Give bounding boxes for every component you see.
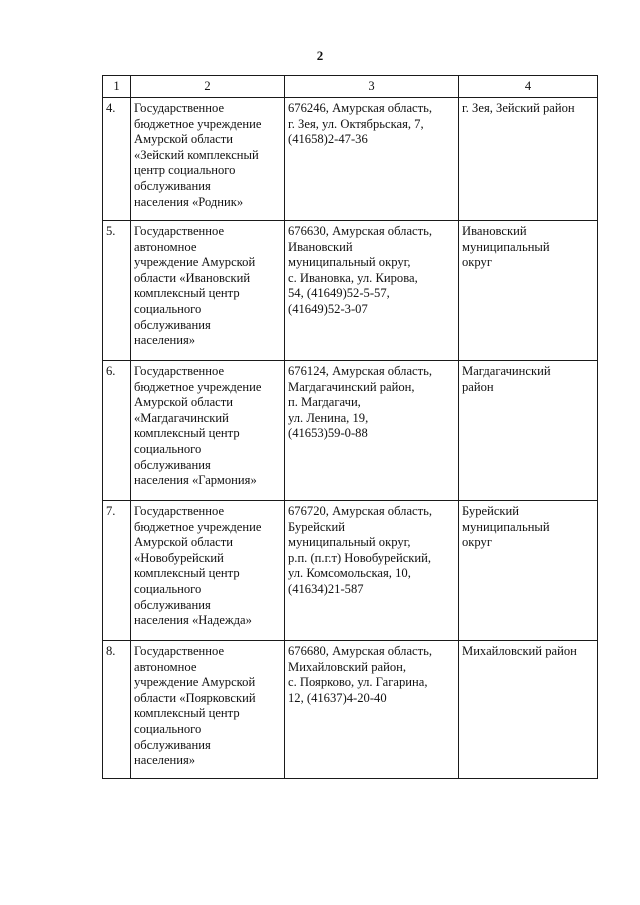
institution-address: 676630, Амурская область, Ивановский муниципальный округ, с. Ивановка, ул. Кирова, 54, (41649)52-5-57, (41649)52-3-07 [285, 221, 459, 361]
service-area: г. Зея, Зейский район [459, 98, 598, 221]
column-header-3: 3 [285, 76, 459, 98]
institution-address: 676680, Амурская область, Михайловский район, с. Поярково, ул. Гагарина, 12, (41637)4-20-40 [285, 641, 459, 779]
institution-address: 676124, Амурская область, Магдагачинский район, п. Магдагачи, ул. Ленина, 19, (41653)59-0-88 [285, 361, 459, 501]
institution-name: Государственное автономное учреждение Амурской области «Поярковский комплексный центр социального обслуживания населения» [131, 641, 285, 779]
service-area: Ивановский муниципальный округ [459, 221, 598, 361]
table-header-row [103, 76, 598, 98]
page-number: 2 [316, 48, 324, 63]
row-number: 8. [103, 641, 131, 779]
service-area: Магдагачинский район [459, 361, 598, 501]
column-header-2: 2 [131, 76, 285, 98]
institution-address: 676720, Амурская область, Бурейский муниципальный округ, р.п. (п.г.т) Новобурейский, ул. Комсомольская, 10, (41634)21-587 [285, 501, 459, 641]
institution-name: Государственное бюджетное учреждение Амурской области «Магдагачинский комплексный центр социального обслуживания населения «Гармония» [131, 361, 285, 501]
column-header-4: 4 [459, 76, 598, 98]
row-number: 5. [103, 221, 131, 361]
institution-name: Государственное бюджетное учреждение Амурской области «Зейский комплексный центр социального обслуживания населения «Родник» [131, 98, 285, 221]
service-area: Михайловский район [459, 641, 598, 779]
column-header-1: 1 [103, 76, 131, 98]
institution-name: Государственное бюджетное учреждение Амурской области «Новобурейский комплексный центр социального обслуживания населения «Надежда» [131, 501, 285, 641]
table-row [103, 221, 598, 361]
table-row [103, 98, 598, 221]
table-row [103, 361, 598, 501]
row-number: 7. [103, 501, 131, 641]
institutions-table [102, 75, 598, 779]
row-number: 6. [103, 361, 131, 501]
row-number: 4. [103, 98, 131, 221]
table-row [103, 641, 598, 779]
service-area: Бурейский муниципальный округ [459, 501, 598, 641]
institution-address: 676246, Амурская область, г. Зея, ул. Октябрьская, 7, (41658)2-47-36 [285, 98, 459, 221]
table-row [103, 501, 598, 641]
institution-name: Государственное автономное учреждение Амурской области «Ивановский комплексный центр социального обслуживания населения» [131, 221, 285, 361]
